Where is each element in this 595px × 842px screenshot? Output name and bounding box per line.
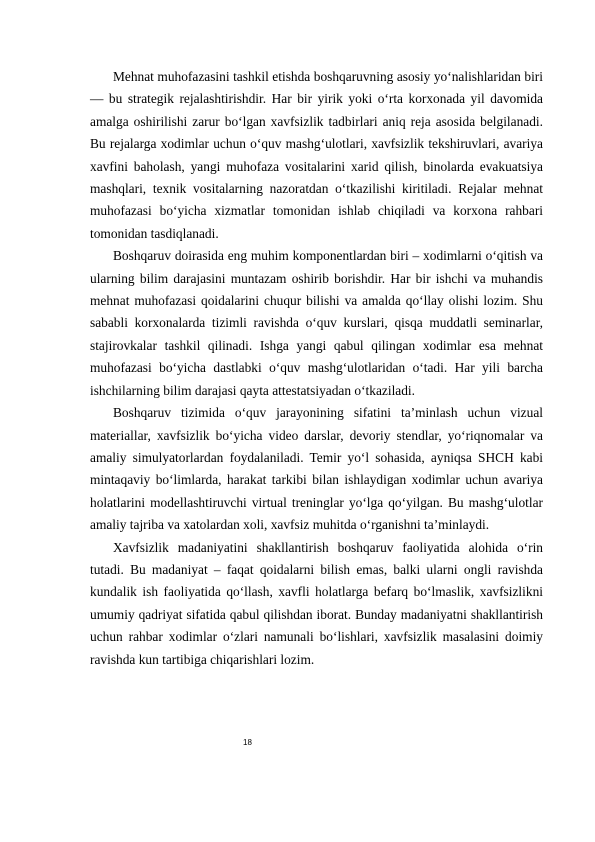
page-number: 18 bbox=[243, 738, 252, 747]
paragraph-staff-training: Boshqaruv doirasida eng muhim komponentlardan biri – xodimlarni o‘qitish va ularning bilim darajasini muntazam oshirib borishdir. Har bir ishchi va muhandis mehnat muhofazasi qoidalarini chuqur bilishi va amalda qo‘llay olishi lozim. Shu sababli korxonalarda tizimli ravishda o‘quv kurslari, qisqa muddatli seminarlar, stajirovkalar tashkil qilinadi. Ishga yangi qabul qilingan xodimlar esa mehnat muhofazasi bo‘yicha dastlabki o‘quv mashg‘ulotlaridan o‘tadi. Har yili barcha ishchilarning bilim darajasi qayta attestatsiyadan o‘tkaziladi. bbox=[90, 248, 543, 398]
paragraph-safety-culture: Xavfsizlik madaniyatini shakllantirish boshqaruv faoliyatida alohida o‘rin tutadi. Bu madaniyat – faqat qoidalarni bilish emas, balki ularni ongli ravishda kundalik ish faoliyatida qo‘llash, xavfli holatlarga befarq bo‘lmaslik, xavfsizlikni umumiy qadriyat sifatida qabul qilishdan iborat. Bunday madaniyatni shakllantirish uchun rahbar xodimlar o‘zlari namunali bo‘lishlari, xavfsizlik masalasini doimiy ravishda kun tartibiga chiqarishlari lozim. bbox=[90, 539, 543, 667]
body-text bbox=[90, 66, 543, 671]
paragraph-strategic-planning: Mehnat muhofazasini tashkil etishda boshqaruvning asosiy yo‘nalishlaridan biri — bu strategik rejalashtirishdir. Har bir yirik yoki o‘rta korxonada yil davomida amalga oshirilishi zarur bo‘lgan xavfsizlik tadbirlari aniq reja asosida belgilanadi. Bu rejalarga xodimlar uchun o‘quv mashg‘ulotlari, xavfsizlik tekshiruvlari, avariya xavfini baholash, yangi muhofaza vositalarini xarid qilish, binolarda evakuatsiya mashqlari, texnik vositalarning nazoratdan o‘tkazilishi kiritiladi. Rejalar mehnat muhofazasi bo‘yicha xizmatlar tomonidan ishlab chiqiladi va korxona rahbari tomonidan tasdiqlanadi. bbox=[90, 69, 543, 241]
paragraph-training-quality: Boshqaruv tizimida o‘quv jarayonining sifatini ta’minlash uchun vizual materiallar, xavfsizlik bo‘yicha video darslar, devoriy stendlar, yo‘riqnomalar va amaliy simulyatorlardan foydalaniladi. Temir yo‘l sohasida, ayniqsa SHCH kabi mintaqaviy bo‘limlarda, harakat tarkibi bilan ishlaydigan xodimlar uchun avariya holatlarini modellashtiruvchi virtual treninglar yo‘lga qo‘yilgan. Bu mashg‘ulotlar amaliy tajriba va xatolardan xoli, xavfsiz muhitda o‘rganishni ta’minlaydi. bbox=[90, 405, 543, 533]
